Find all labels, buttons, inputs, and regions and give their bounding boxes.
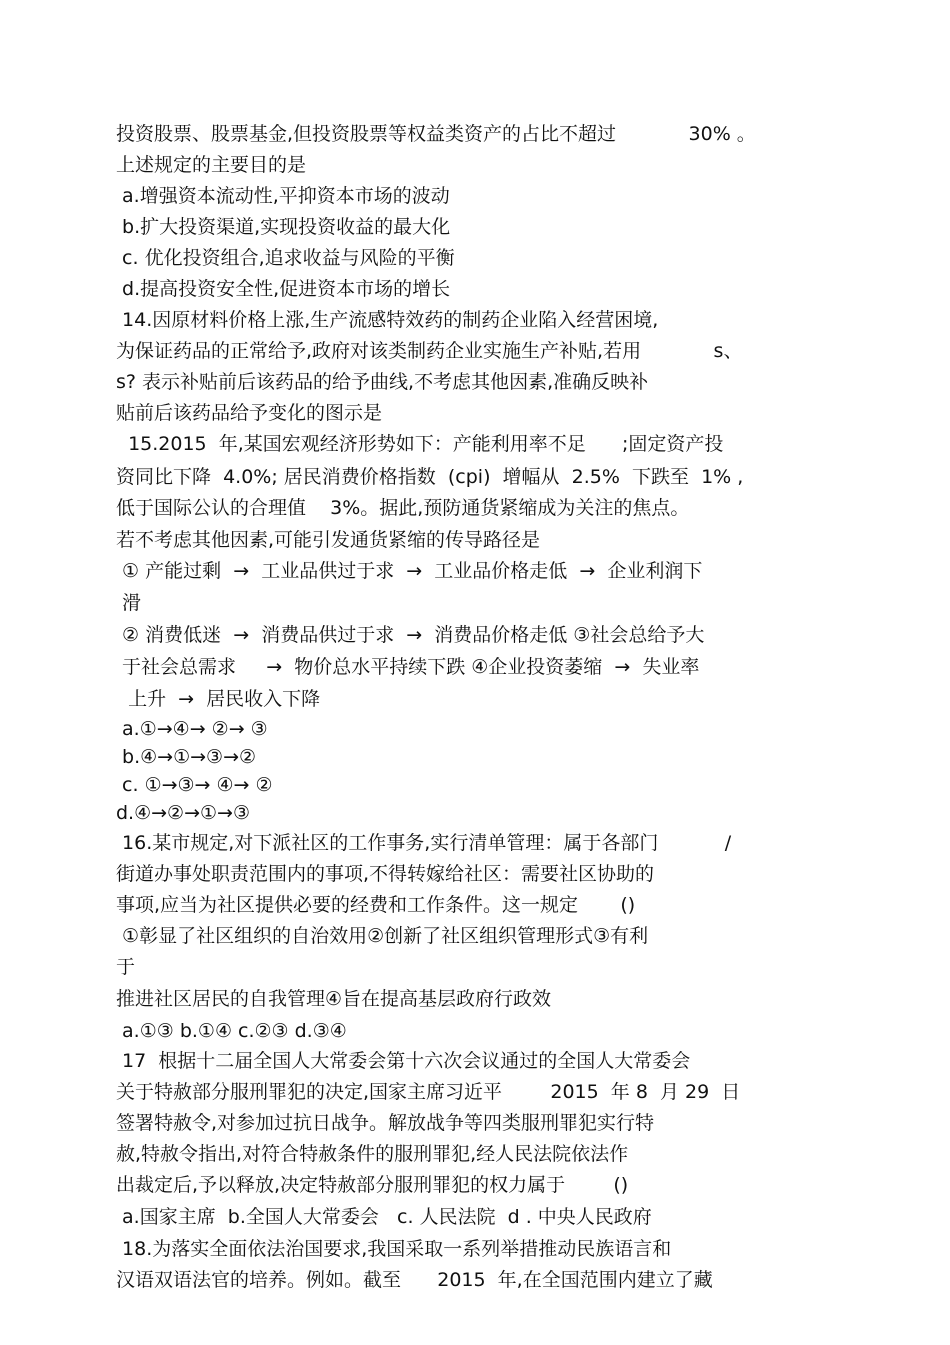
- text-line: 资同比下降 4.0%; 居民消费价格指数 (cpi) 增幅从 2.5% 下跌至 1% ,: [116, 466, 744, 488]
- question-17: 17 根据十二届全国人大常委会第十六次会议通过的全国人大常委会: [116, 1050, 691, 1072]
- options-row: a.国家主席 b.全国人大常委会 c. 人民法院 d . 中央人民政府: [116, 1206, 652, 1228]
- path-item-1: ① 产能过剩 → 工业品供过于求 → 工业品价格走低 → 企业利润下: [116, 560, 703, 582]
- text-line: 事项,应当为社区提供必要的经费和工作条件。这一规定 (): [116, 894, 636, 916]
- options-row: a.①③ b.①④ c.②③ d.③④: [116, 1020, 347, 1042]
- question-18: 18.为落实全面依法治国要求,我国采取一系列举措推动民族语言和: [116, 1238, 672, 1260]
- text-line: 于: [116, 956, 136, 978]
- text-line: 关于特赦部分服刑罪犯的决定,国家主席习近平 2015 年 8 月 29 日: [116, 1081, 741, 1103]
- option-a: a.增强资本流动性,平抑资本市场的波动: [116, 185, 450, 207]
- text-line: 上升 → 居民收入下降: [116, 688, 321, 710]
- text-line: 出裁定后,予以释放,决定特赦部分服刑罪犯的权力属于 (): [116, 1174, 629, 1196]
- text-line: 若不考虑其他因素,可能引发通货紧缩的传导路径是: [116, 529, 541, 551]
- question-15: 15.2015 年,某国宏观经济形势如下：产能利用率不足 ;固定资产投: [116, 433, 724, 455]
- text-line: 推进社区居民的自我管理④旨在提高基层政府行政效: [116, 988, 552, 1010]
- question-16: 16.某市规定,对下派社区的工作事务,实行清单管理：属于各部门 /: [116, 832, 732, 854]
- text-line: s? 表示补贴前后该药品的给予曲线,不考虑其他因素,准确反映补: [116, 371, 649, 393]
- text-line: 签署特赦令,对参加过抗日战争。解放战争等四类服刑罪犯实行特: [116, 1112, 655, 1134]
- path-item-2-3: ② 消费低迷 → 消费品供过于求 → 消费品价格走低 ③社会总给予大: [116, 624, 705, 646]
- text-line: 赦,特赦令指出,对符合特赦条件的服刑罪犯,经人民法院依法作: [116, 1143, 629, 1165]
- option-b: b.扩大投资渠道,实现投资收益的最大化: [116, 216, 451, 238]
- option-a: a.①→④→ ②→ ③: [116, 718, 268, 740]
- text-line: 街道办事处职责范围内的事项,不得转嫁给社区：需要社区协助的: [116, 863, 655, 885]
- option-d: d.④→②→①→③: [116, 802, 250, 824]
- text-line: 低于国际公认的合理值 3%。据此,预防通货紧缩成为关注的焦点。: [116, 497, 690, 519]
- question-14: 14.因原材料价格上涨,生产流感特效药的制药企业陷入经营困境,: [116, 309, 659, 331]
- option-c: c. ①→③→ ④→ ②: [116, 774, 273, 796]
- option-c: c. 优化投资组合,追求收益与风险的平衡: [116, 247, 455, 269]
- text-line: 为保证药品的正常给予,政府对该类制药企业实施生产补贴,若用 s、: [116, 340, 743, 362]
- statement-list: ①彰显了社区组织的自治效用②创新了社区组织管理形式③有利: [116, 925, 649, 947]
- text-line: 滑: [116, 592, 142, 614]
- text-line: 投资股票、股票基金,但投资股票等权益类资产的占比不超过 30% 。: [116, 123, 756, 145]
- text-line: 贴前后该药品给予变化的图示是: [116, 402, 383, 424]
- option-b: b.④→①→③→②: [116, 746, 257, 768]
- option-d: d.提高投资安全性,促进资本市场的增长: [116, 278, 451, 300]
- text-line: 汉语双语法官的培养。例如。截至 2015 年,在全国范围内建立了藏: [116, 1269, 713, 1291]
- path-item-4: 于社会总需求 → 物价总水平持续下跌 ④企业投资萎缩 → 失业率: [116, 656, 700, 678]
- text-line: 上述规定的主要目的是: [116, 154, 307, 176]
